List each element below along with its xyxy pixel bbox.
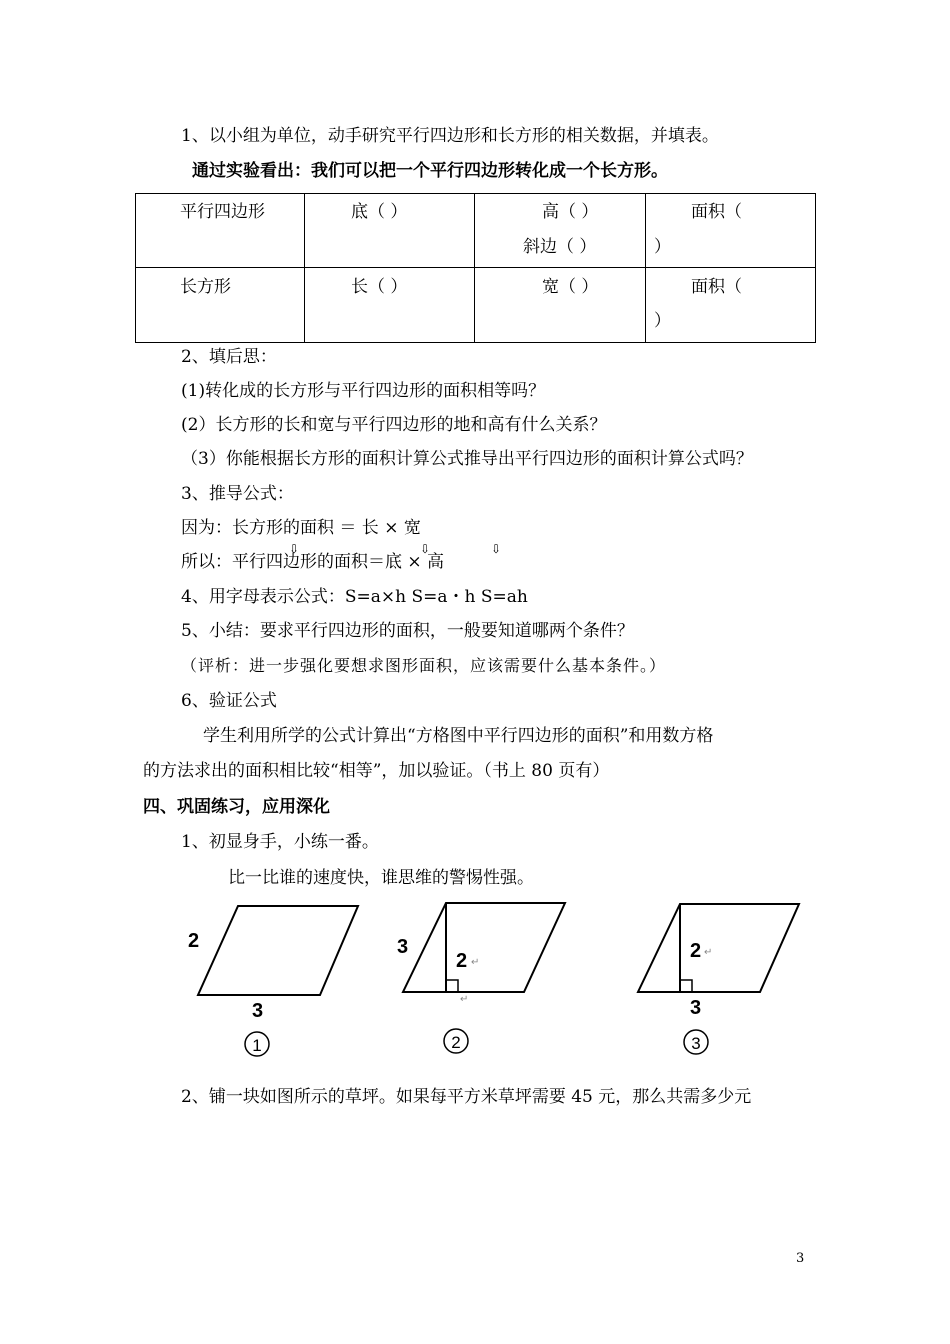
so-line: 所以：平行四边形的面积＝底 × 高 <box>181 552 445 572</box>
label-length: 长（ ） <box>351 277 408 297</box>
fig1-side-label: 2 <box>188 930 200 952</box>
arrow-down-icon: ⇩ <box>420 542 431 556</box>
question-1: (1)转化成的长方形与平行四边形的面积相等吗？ <box>181 381 546 401</box>
reflect-title: 2、填后思： <box>181 347 277 367</box>
exercise-1: 1、初显身手，小练一番。 <box>181 832 379 852</box>
arrow-down-icon: ⇩ <box>491 542 502 556</box>
item-1: 1、以小组为单位，动手研究平行四边形和长方形的相关数据，并填表。 <box>181 126 719 146</box>
summary: 5、小结：要求平行四边形的面积，一般要知道哪两个条件？ <box>181 621 634 641</box>
parallelogram-3 <box>638 904 799 992</box>
verify-paragraph-1: 学生利用所学的公式计算出“方格图中平行四边形的面积”和用数方格 <box>203 726 714 746</box>
because-line: 因为：长方形的面积 ＝ 长 × 宽 <box>181 518 421 538</box>
fig2-side-label: 3 <box>397 936 409 958</box>
section-heading: 四、巩固练习，应用深化 <box>143 797 330 817</box>
fig3-mark: ↵ <box>704 947 713 958</box>
fig3-height-label: 2 <box>690 940 702 962</box>
fig3-base-label: 3 <box>690 997 702 1019</box>
verify-paragraph-2: 的方法求出的面积相比较“相等”，加以验证。（书上 80 页有） <box>143 761 610 781</box>
exercise-1-subtitle: 比一比谁的速度快，谁思维的警惕性强。 <box>228 868 534 888</box>
arrow-down-icon: ⇩ <box>289 542 300 556</box>
label-width: 宽（ ） <box>542 277 599 297</box>
question-3: （3）你能根据长方形的面积计算公式推导出平行四边形的面积计算公式吗？ <box>181 449 753 469</box>
derive-title: 3、推导公式： <box>181 484 294 504</box>
fig1-number: 1 <box>252 1036 262 1055</box>
label-rectangle: 长方形 <box>180 277 231 297</box>
fig2-right-angle <box>446 980 458 992</box>
fig2-height-label: 2 <box>456 950 468 972</box>
verify-title: 6、验证公式 <box>181 691 277 711</box>
fig3-number: 3 <box>691 1034 701 1053</box>
label-slant: 斜边（ ） <box>523 237 597 257</box>
exercise-2: 2、铺一块如图所示的草坪。如果每平方米草坪需要 45 元，那么共需多少元 <box>181 1087 752 1107</box>
label-height: 高（ ） <box>542 202 599 222</box>
page-number: 3 <box>796 1251 805 1266</box>
parallelogram-1 <box>198 906 358 995</box>
fig2-number: 2 <box>451 1033 461 1052</box>
label-area-1: 面积（ <box>691 202 742 222</box>
label-area-2-close: ） <box>654 311 671 331</box>
letter-formula: 4、用字母表示公式：S=a×h S=a・h S=ah <box>181 587 528 607</box>
conclusion: 通过实验看出：我们可以把一个平行四边形转化成一个长方形。 <box>192 161 668 181</box>
label-area-2: 面积（ <box>691 277 742 297</box>
fig2-mark: ↵ <box>471 957 480 968</box>
fig3-right-angle <box>680 980 692 992</box>
fig1-base-label: 3 <box>252 1000 264 1022</box>
parallelogram-2 <box>403 903 565 992</box>
label-parallelogram: 平行四边形 <box>180 202 265 222</box>
label-base: 底（ ） <box>351 202 408 222</box>
question-2: (2）长方形的长和宽与平行四边形的地和高有什么关系？ <box>181 415 607 435</box>
comment-note: （评析：进一步强化要想求图形面积，应该需要什么基本条件。） <box>181 656 667 675</box>
fig2-mark-2: ↵ <box>460 994 469 1005</box>
label-area-1-close: ） <box>654 237 671 257</box>
